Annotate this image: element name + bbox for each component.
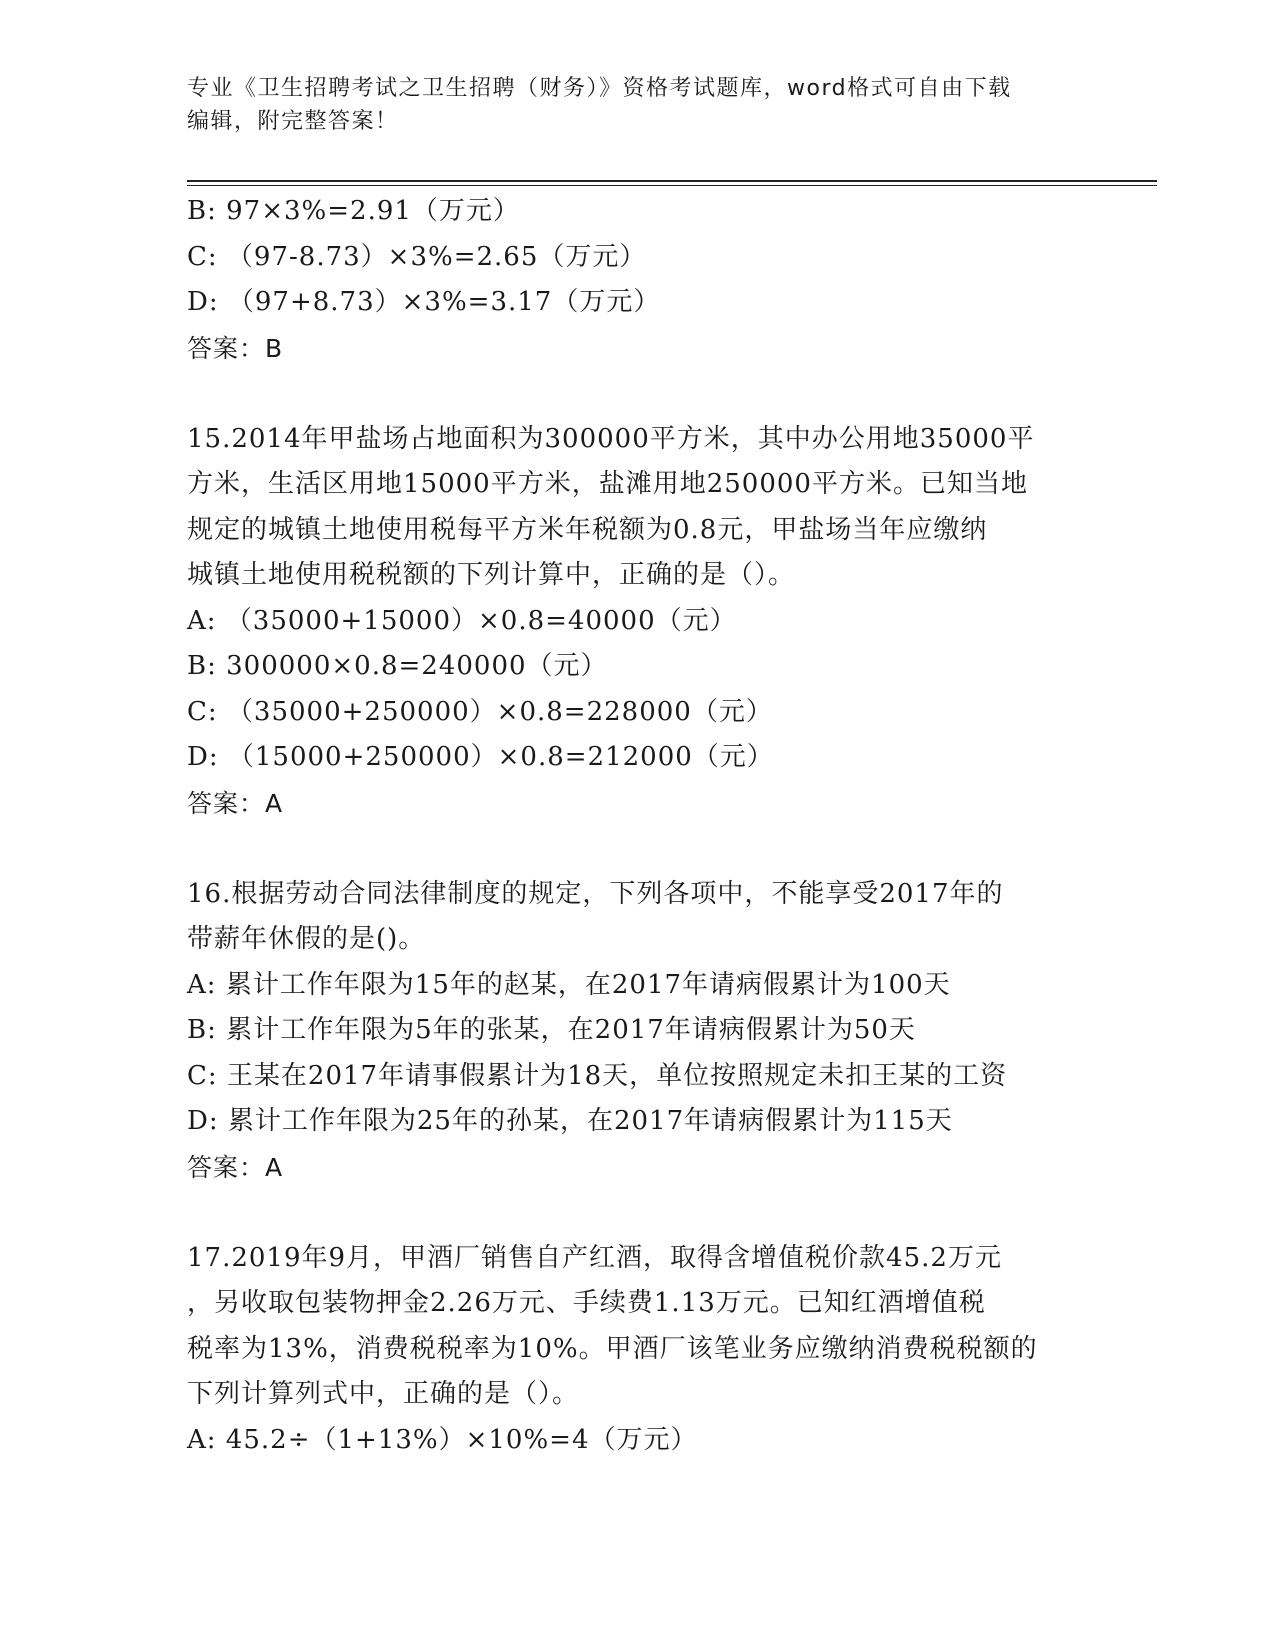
option-c: C: （35000+250000）×0.8=228000（元） xyxy=(187,696,773,727)
question-stem: ，另收取包装物押金2.26万元、手续费1.13万元。已知红酒增值税 xyxy=(187,1288,986,1318)
header-line-1: 专业《卫生招聘考试之卫生招聘（财务）》资格考试题库，word格式可自由下载 xyxy=(187,76,1012,101)
question-stem: 带薪年休假的是()。 xyxy=(187,924,426,954)
option-b: B: 300000×0.8=240000（元） xyxy=(187,651,608,681)
question-stem: 规定的城镇土地使用税每平方米年税额为0.8元，甲盐场当年应缴纳 xyxy=(187,514,988,545)
header-line-2: 编辑，附完整答案！ xyxy=(187,109,399,134)
option-a: A: 累计工作年限为15年的赵某，在2017年请病假累计为100天 xyxy=(187,969,951,1000)
question-17 xyxy=(187,1236,1087,1464)
question-stem: 15.2014年甲盐场占地面积为300000平方米，其中办公用地35000平 xyxy=(187,423,1035,454)
option-a: A: 45.2÷（1+13%）×10%=4（万元） xyxy=(187,1424,698,1455)
option-b: B: 累计工作年限为5年的张某，在2017年请病假累计为50天 xyxy=(187,1015,916,1045)
question-stem: 税率为13%，消费税税率为10%。甲酒厂该笔业务应缴纳消费税税额的 xyxy=(187,1333,1038,1364)
option-d: D: 累计工作年限为25年的孙某，在2017年请病假累计为115天 xyxy=(187,1106,953,1136)
header-rule-thick xyxy=(187,180,1157,182)
option-a: A: （35000+15000）×0.8=40000（元） xyxy=(187,605,737,636)
header-rule-thin xyxy=(187,185,1157,186)
document-header xyxy=(187,72,1087,138)
option-d: D: （15000+250000）×0.8=212000（元） xyxy=(187,742,774,772)
spacer xyxy=(187,371,1087,417)
spacer xyxy=(187,1190,1087,1236)
option-d: D: （97+8.73）×3%=3.17（万元） xyxy=(187,287,661,317)
answer: 答案：A xyxy=(187,788,284,818)
spacer xyxy=(187,826,1087,872)
question-14 xyxy=(187,189,1087,371)
option-c: C: （97-8.73）×3%=2.65（万元） xyxy=(187,241,647,272)
answer: 答案：A xyxy=(187,1152,284,1182)
question-content xyxy=(187,189,1087,1463)
question-stem: 下列计算列式中，正确的是（）。 xyxy=(187,1379,580,1409)
question-stem: 城镇土地使用税税额的下列计算中，正确的是（）。 xyxy=(187,560,796,590)
option-b: B: 97×3%=2.91（万元） xyxy=(187,196,520,226)
question-15 xyxy=(187,417,1087,827)
question-16 xyxy=(187,872,1087,1191)
question-stem: 17.2019年9月，甲酒厂销售自产红酒，取得含增值税价款45.2万元 xyxy=(187,1242,1002,1273)
question-stem: 方米，生活区用地15000平方米，盐滩用地250000平方米。已知当地 xyxy=(187,469,1028,499)
question-stem: 16.根据劳动合同法律制度的规定，下列各项中，不能享受2017年的 xyxy=(187,878,1004,909)
answer: 答案：B xyxy=(187,333,284,363)
option-c: C: 王某在2017年请事假累计为18天，单位按照规定未扣王某的工资 xyxy=(187,1060,1008,1091)
